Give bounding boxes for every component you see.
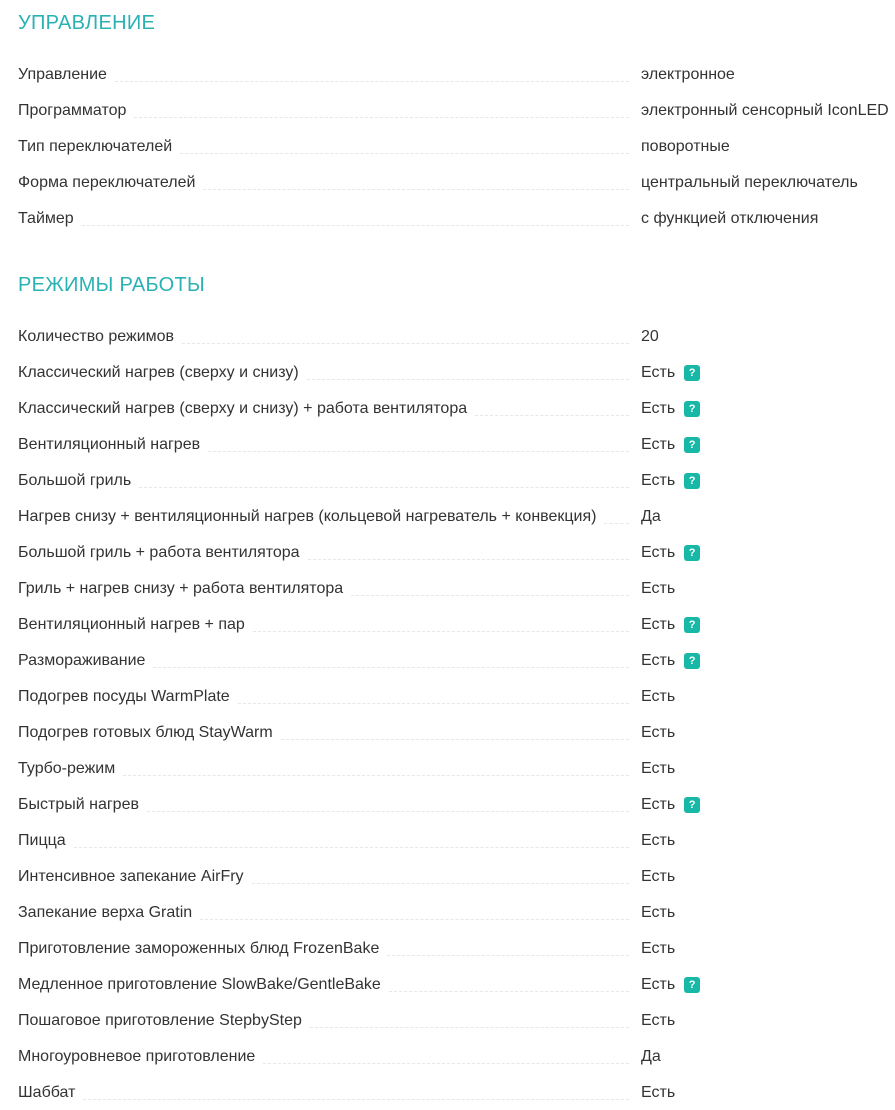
spec-label: Большой гриль + работа вентилятора bbox=[18, 544, 300, 561]
spec-row bbox=[18, 319, 877, 355]
spec-value-cell bbox=[641, 904, 877, 922]
spec-value: Есть bbox=[641, 832, 676, 849]
dotted-leader bbox=[281, 739, 629, 740]
spec-value: Есть bbox=[641, 1084, 676, 1101]
spec-row bbox=[18, 57, 877, 93]
help-icon[interactable]: ? bbox=[684, 617, 700, 633]
spec-row bbox=[18, 607, 877, 643]
help-icon[interactable]: ? bbox=[684, 437, 700, 453]
spec-label: Нагрев снизу + вентиляционный нагрев (кольцевой нагреватель + конвекция) bbox=[18, 508, 597, 525]
spec-label: Быстрый нагрев bbox=[18, 796, 139, 813]
spec-value: Есть bbox=[641, 580, 676, 597]
help-icon[interactable]: ? bbox=[684, 401, 700, 417]
section-title: УПРАВЛЕНИЕ bbox=[18, 12, 156, 34]
spec-value: Есть bbox=[641, 904, 676, 921]
spec-value: Есть bbox=[641, 688, 676, 705]
spec-row bbox=[18, 643, 877, 679]
spec-label: Размораживание bbox=[18, 652, 146, 669]
spec-value-cell bbox=[641, 832, 877, 850]
spec-value-cell bbox=[641, 724, 877, 742]
spec-value: Да bbox=[641, 508, 661, 525]
spec-label: Медленное приготовление SlowBake/GentleBake bbox=[18, 976, 381, 993]
dotted-leader bbox=[263, 1063, 629, 1064]
spec-value-cell bbox=[641, 102, 889, 120]
spec-value-cell bbox=[641, 138, 877, 156]
spec-row bbox=[18, 129, 877, 165]
spec-value: Есть bbox=[641, 652, 676, 669]
spec-row bbox=[18, 355, 877, 391]
spec-label: Классический нагрев (сверху и снизу) bbox=[18, 364, 299, 381]
spec-row bbox=[18, 571, 877, 607]
spec-value-cell bbox=[641, 1084, 877, 1102]
dotted-leader bbox=[115, 81, 629, 82]
spec-row bbox=[18, 165, 877, 201]
dotted-leader bbox=[182, 343, 629, 344]
spec-value: электронный сенсорный IconLED bbox=[641, 102, 889, 119]
spec-row bbox=[18, 715, 877, 751]
dotted-leader bbox=[351, 595, 629, 596]
spec-value-cell bbox=[641, 544, 877, 562]
spec-row bbox=[18, 931, 877, 967]
spec-value-cell bbox=[641, 472, 877, 490]
spec-value-cell bbox=[641, 174, 877, 192]
spec-label: Шаббат bbox=[18, 1084, 76, 1101]
spec-value: Есть bbox=[641, 976, 676, 993]
spec-label: Вентиляционный нагрев bbox=[18, 436, 201, 453]
spec-value: Есть bbox=[641, 544, 676, 561]
spec-row bbox=[18, 751, 877, 787]
dotted-leader bbox=[310, 1027, 629, 1028]
spec-label: Интенсивное запекание AirFry bbox=[18, 868, 244, 885]
dotted-leader bbox=[252, 883, 629, 884]
spec-label: Многоуровневое приготовление bbox=[18, 1048, 256, 1065]
spec-row bbox=[18, 967, 877, 1003]
spec-label: Пицца bbox=[18, 832, 66, 849]
spec-label: Большой гриль bbox=[18, 472, 132, 489]
dotted-leader bbox=[180, 153, 629, 154]
dotted-leader bbox=[147, 811, 629, 812]
spec-value-cell bbox=[641, 868, 877, 886]
dotted-leader bbox=[203, 189, 629, 190]
spec-rows bbox=[18, 57, 889, 237]
dotted-leader bbox=[200, 919, 629, 920]
spec-value-cell bbox=[641, 652, 877, 670]
dotted-leader bbox=[134, 117, 629, 118]
spec-value: Да bbox=[641, 1048, 661, 1065]
dotted-leader bbox=[387, 955, 629, 956]
spec-value-cell bbox=[641, 328, 877, 346]
spec-label: Классический нагрев (сверху и снизу) + работа вентилятора bbox=[18, 400, 468, 417]
dotted-leader bbox=[83, 1099, 629, 1100]
dotted-leader bbox=[307, 379, 629, 380]
dotted-leader bbox=[475, 415, 629, 416]
spec-label: Количество режимов bbox=[18, 328, 175, 345]
spec-value: электронное bbox=[641, 66, 735, 83]
dotted-leader bbox=[238, 703, 629, 704]
spec-value: Есть bbox=[641, 868, 676, 885]
spec-row bbox=[18, 463, 877, 499]
section-title: РЕЖИМЫ РАБОТЫ bbox=[18, 274, 206, 296]
dotted-leader bbox=[74, 847, 629, 848]
spec-label: Приготовление замороженных блюд FrozenBake bbox=[18, 940, 380, 957]
spec-value-cell bbox=[641, 436, 877, 454]
spec-value-cell bbox=[641, 976, 877, 994]
spec-label: Вентиляционный нагрев + пар bbox=[18, 616, 245, 633]
spec-label: Таймер bbox=[18, 210, 74, 227]
spec-value-cell bbox=[641, 508, 877, 526]
spec-value-cell bbox=[641, 1012, 877, 1030]
dotted-leader bbox=[389, 991, 629, 992]
help-icon[interactable]: ? bbox=[684, 977, 700, 993]
spec-label: Управление bbox=[18, 66, 107, 83]
dotted-leader bbox=[82, 225, 629, 226]
spec-value-cell bbox=[641, 760, 877, 778]
dotted-leader bbox=[153, 667, 629, 668]
spec-value: поворотные bbox=[641, 138, 730, 155]
spec-row bbox=[18, 823, 877, 859]
spec-row bbox=[18, 859, 877, 895]
spec-row bbox=[18, 1003, 877, 1039]
spec-value: Есть bbox=[641, 796, 676, 813]
spec-value: Есть bbox=[641, 724, 676, 741]
help-icon[interactable]: ? bbox=[684, 545, 700, 561]
spec-value-cell bbox=[641, 210, 877, 228]
spec-label: Программатор bbox=[18, 102, 127, 119]
spec-value: Есть bbox=[641, 760, 676, 777]
spec-value-cell bbox=[641, 66, 877, 84]
dotted-leader bbox=[604, 523, 629, 524]
spec-value: Есть bbox=[641, 400, 676, 417]
spec-row bbox=[18, 895, 877, 931]
dotted-leader bbox=[208, 451, 629, 452]
spec-value: Есть bbox=[641, 616, 676, 633]
dotted-leader bbox=[139, 487, 629, 488]
spec-section bbox=[18, 12, 889, 237]
spec-value: центральный переключатель bbox=[641, 174, 858, 191]
spec-row bbox=[18, 499, 877, 535]
spec-row bbox=[18, 1075, 877, 1110]
spec-label: Гриль + нагрев снизу + работа вентилятора bbox=[18, 580, 344, 597]
spec-value-cell bbox=[641, 616, 877, 634]
spec-label: Подогрев посуды WarmPlate bbox=[18, 688, 230, 705]
help-icon[interactable]: ? bbox=[684, 797, 700, 813]
help-icon[interactable]: ? bbox=[684, 473, 700, 489]
dotted-leader bbox=[253, 631, 629, 632]
spec-section bbox=[18, 274, 877, 1110]
spec-label: Подогрев готовых блюд StayWarm bbox=[18, 724, 273, 741]
spec-value-cell bbox=[641, 364, 877, 382]
spec-row bbox=[18, 391, 877, 427]
spec-value: с функцией отключения bbox=[641, 210, 819, 227]
spec-row bbox=[18, 93, 889, 129]
help-icon[interactable]: ? bbox=[684, 653, 700, 669]
spec-row bbox=[18, 427, 877, 463]
dotted-leader bbox=[308, 559, 629, 560]
spec-value: Есть bbox=[641, 1012, 676, 1029]
spec-row bbox=[18, 679, 877, 715]
spec-rows bbox=[18, 319, 877, 1110]
spec-value: Есть bbox=[641, 436, 676, 453]
spec-row bbox=[18, 787, 877, 823]
spec-label: Пошаговое приготовление StepbyStep bbox=[18, 1012, 302, 1029]
spec-value: Есть bbox=[641, 364, 676, 381]
spec-label: Форма переключателей bbox=[18, 174, 196, 191]
dotted-leader bbox=[123, 775, 629, 776]
spec-value-cell bbox=[641, 1048, 877, 1066]
spec-label: Тип переключателей bbox=[18, 138, 173, 155]
help-icon[interactable]: ? bbox=[684, 365, 700, 381]
spec-value-cell bbox=[641, 580, 877, 598]
spec-row bbox=[18, 535, 877, 571]
spec-label: Турбо-режим bbox=[18, 760, 116, 777]
spec-value-cell bbox=[641, 796, 877, 814]
spec-value-cell bbox=[641, 940, 877, 958]
spec-value: 20 bbox=[641, 328, 659, 345]
spec-value-cell bbox=[641, 688, 877, 706]
spec-row bbox=[18, 201, 877, 237]
spec-label: Запекание верха Gratin bbox=[18, 904, 193, 921]
spec-row bbox=[18, 1039, 877, 1075]
spec-value: Есть bbox=[641, 472, 676, 489]
spec-value: Есть bbox=[641, 940, 676, 957]
spec-value-cell bbox=[641, 400, 877, 418]
